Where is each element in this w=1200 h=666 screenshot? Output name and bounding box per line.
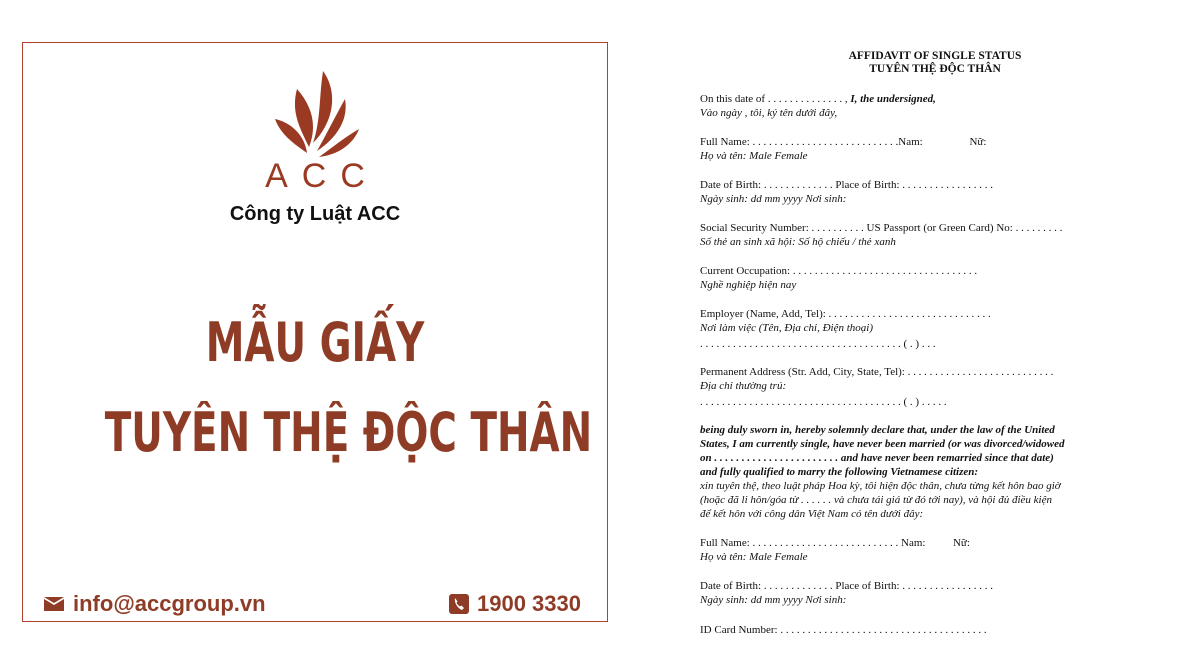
envelope-icon [43,596,65,612]
phone-text: 1900 3330 [477,591,581,616]
ssn-field: Social Security Number: . . . . . . . . . . US Passport (or Green Card) No: . . . . . . . . . Số thẻ an sinh xã hội: Số hộ chiếu / thẻ xanh [700,222,1063,248]
fullname-field-1: Full Name: . . . . . . . . . . . . . . . . . . . . . . . . . . .Nam: Nữ: Họ và tên: Male Female [700,136,987,162]
info-card [22,42,608,622]
email-text: info@accgroup.vn [73,591,266,616]
date-field: On this date of . . . . . . . . . . . . . . , I, the undersigned, Vào ngày , tôi, ký tên dưới đây, [700,93,936,119]
dob-field-1: Date of Birth: . . . . . . . . . . . . . Place of Birth: . . . . . . . . . . . . . . . . . Ngày sinh: dd mm yyyy Nơi sinh: [700,179,993,205]
occupation-field: Current Occupation: . . . . . . . . . . . . . . . . . . . . . . . . . . . . . . . . . . Nghề nghiệp hiện nay [700,265,978,291]
card-title-line2: TUYÊN THỆ ĐỘC THÂN [104,401,593,464]
sworn-statement: being duly sworn in, hereby solemnly declare that, under the law of the United States, I am currently single, have never been married (or was divorced/widowed on . . . . . . . . . . . . . . . . . . . . . . . and have never been remarried since that date) and fully qualified to marry the following Vietnamese citizen: xin tuyên thệ, theo luật pháp Hoa kỳ, tôi hiện độc thân, chưa từng kết hôn bao giờ (hoặc đã li hôn/góa từ . . . . . . và chưa tái giá từ đó tới nay), và hội đủ điều kiện để kết hôn với công dân Việt Nam có tên dưới đây: [700,424,1065,520]
doc-title-en: AFFIDAVIT OF SINGLE STATUS [848,50,1022,62]
fullname-field-2: Full Name: . . . . . . . . . . . . . . . . . . . . . . . . . . . Nam: Nữ: Họ và tên: Male Female [700,537,970,563]
card-title-line1: MẪU GIẤY [205,311,425,374]
brand-name: ACC [265,157,379,195]
doc-title-vi: TUYÊN THỆ ĐỘC THÂN [869,63,1001,75]
idcard-field: ID Card Number: . . . . . . . . . . . . . . . . . . . . . . . . . . . . . . . . . . . . . . [700,624,987,636]
contact-email[interactable] [43,591,266,617]
phone-icon [449,594,469,614]
company-name: Công ty Luật ACC [229,203,401,225]
contact-phone[interactable] [449,591,581,617]
affidavit-document [660,40,1180,666]
employer-field: Employer (Name, Add, Tel): . . . . . . . . . . . . . . . . . . . . . . . . . . . . . . Nơi làm việc (Tên, Địa chỉ, Điện thoại) . . . . . . . . . . . . . . . . . . . . . . . . . . . . . . . . . . . . . ( . ) . . . [700,308,991,350]
address-field: Permanent Address (Str. Add, City, State, Tel): . . . . . . . . . . . . . . . . . . . . . . . . . . . Địa chỉ thường trú: . . . . . . . . . . . . . . . . . . . . . . . . . . . . . . . . . . . . . ( . ) . . . . . [700,366,1054,408]
dob-field-2: Date of Birth: . . . . . . . . . . . . . Place of Birth: . . . . . . . . . . . . . . . . . Ngày sinh: dd mm yyyy Nơi sinh: [700,580,993,606]
